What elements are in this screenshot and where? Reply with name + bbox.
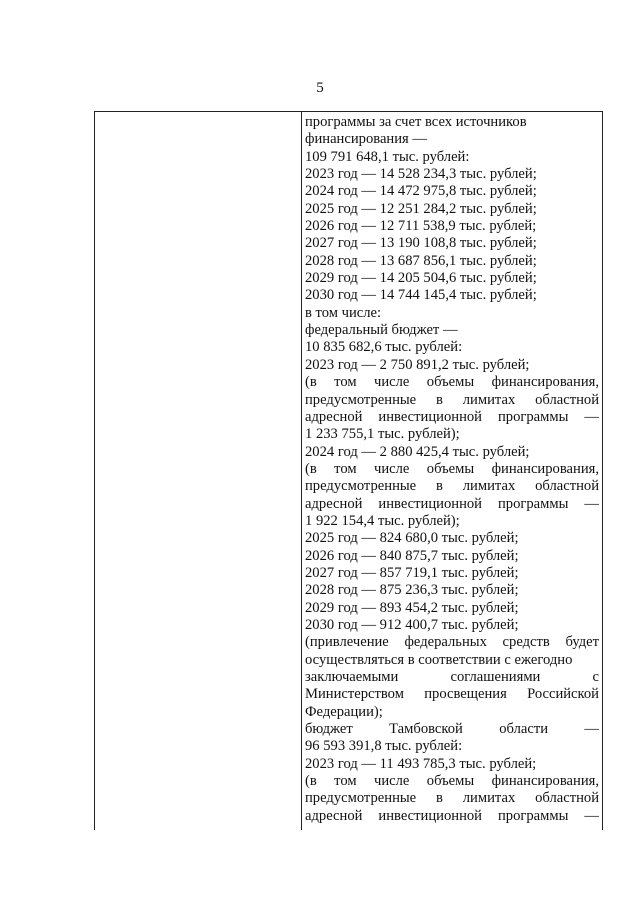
text-line: 2026 год — 840 875,7 тыс. рублей; bbox=[305, 547, 519, 564]
text-line: 2023 год — 14 528 234,3 тыс. рублей; bbox=[305, 166, 537, 183]
text-line: предусмотренные в лимитах областной bbox=[305, 391, 599, 408]
text-line: в том числе: bbox=[305, 304, 382, 321]
text-line: Федерации); bbox=[305, 703, 383, 720]
text-line: 2024 год — 2 880 425,4 тыс. рублей; bbox=[305, 443, 530, 460]
text-line: предусмотренные в лимитах областной bbox=[305, 478, 599, 495]
text-line: (в том числе объемы финансирования, bbox=[305, 460, 599, 477]
text-line: 2030 год — 14 744 145,4 тыс. рублей; bbox=[305, 287, 537, 304]
text-line: предусмотренные в лимитах областной bbox=[305, 790, 599, 807]
text-line: (привлечение федеральных средств будет bbox=[305, 634, 599, 651]
page-number: 5 bbox=[316, 80, 324, 96]
text-line: 2023 год — 11 493 785,3 тыс. рублей; bbox=[305, 755, 537, 772]
text-line: бюджет Тамбовской области — bbox=[305, 721, 599, 738]
text-line: 2029 год — 893 454,2 тыс. рублей; bbox=[305, 599, 519, 616]
text-line: 109 791 648,1 тыс. рублей: bbox=[305, 148, 470, 165]
text-line: адресной инвестиционной программы — bbox=[305, 495, 599, 512]
text-line: 2024 год — 14 472 975,8 тыс. рублей; bbox=[305, 183, 537, 200]
text-line: 2025 год — 824 680,0 тыс. рублей; bbox=[305, 530, 519, 547]
text-line: осуществляться в соответствии с ежегодно bbox=[305, 651, 573, 668]
text-line: 96 593 391,8 тыс. рублей: bbox=[305, 738, 463, 755]
text-line: 1 233 755,1 тыс. рублей); bbox=[305, 426, 460, 443]
text-line: 2028 год — 13 687 856,1 тыс. рублей; bbox=[305, 252, 537, 269]
table-left-cell bbox=[95, 112, 302, 830]
text-line: 2025 год — 12 251 284,2 тыс. рублей; bbox=[305, 200, 537, 217]
table-right-cell bbox=[305, 114, 599, 825]
text-line: 2023 год — 2 750 891,2 тыс. рублей; bbox=[305, 356, 530, 373]
text-line: заключаемыми соглашениями с bbox=[305, 669, 599, 685]
text-line: адресной инвестиционной программы — bbox=[305, 807, 599, 824]
text-line: (в том числе объемы финансирования, bbox=[305, 374, 599, 391]
text-line: 2028 год — 875 236,3 тыс. рублей; bbox=[305, 582, 519, 599]
text-line: (в том числе объемы финансирования, bbox=[305, 773, 599, 790]
text-line: федеральный бюджет — bbox=[305, 322, 458, 339]
program-table bbox=[94, 111, 603, 830]
text-line: 1 922 154,4 тыс. рублей); bbox=[305, 512, 460, 529]
text-line: 2030 год — 912 400,7 тыс. рублей; bbox=[305, 616, 519, 633]
text-line: программы за счет всех источников bbox=[305, 114, 527, 130]
text-line: адресной инвестиционной программы — bbox=[305, 408, 599, 425]
text-line: 2026 год — 12 711 538,9 тыс. рублей; bbox=[305, 218, 537, 235]
text-line: Министерством просвещения Российской bbox=[305, 686, 599, 703]
text-line: 2027 год — 13 190 108,8 тыс. рублей; bbox=[305, 235, 537, 252]
text-line: финансирования — bbox=[305, 131, 427, 148]
text-line: 2027 год — 857 719,1 тыс. рублей; bbox=[305, 564, 519, 581]
text-line: 10 835 682,6 тыс. рублей: bbox=[305, 339, 463, 356]
text-line: 2029 год — 14 205 504,6 тыс. рублей; bbox=[305, 270, 537, 287]
